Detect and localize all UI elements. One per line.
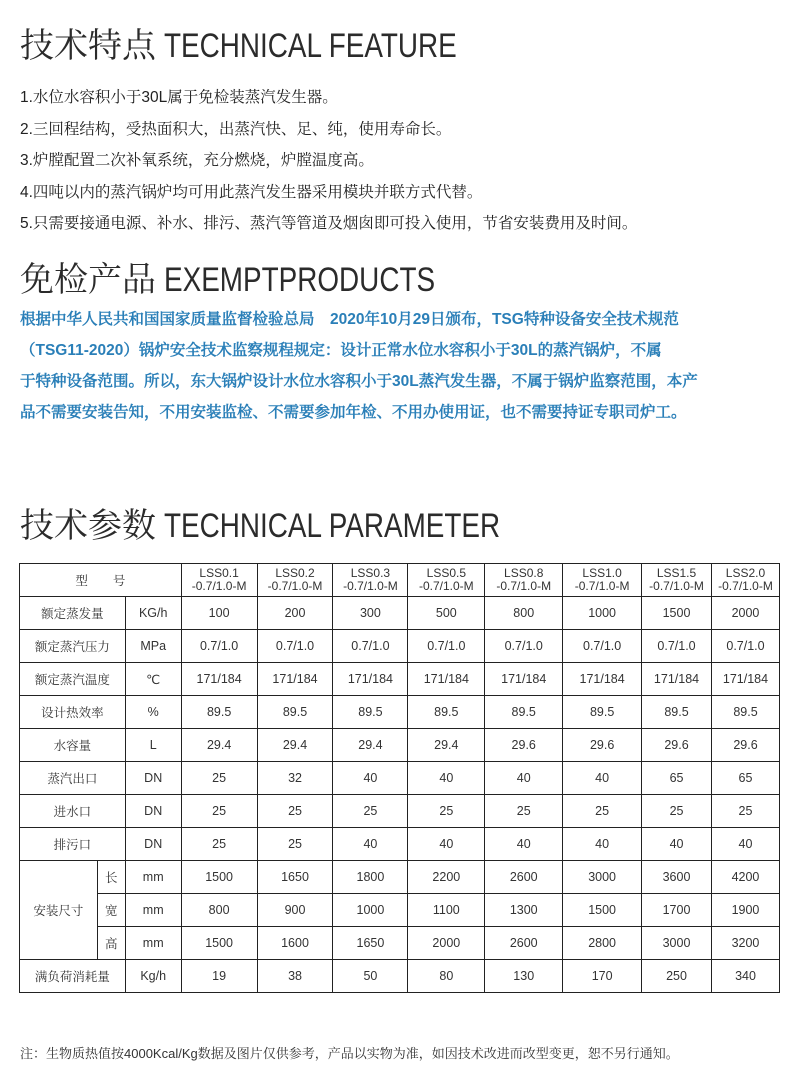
param-value: 29.6 bbox=[642, 729, 712, 762]
param-value: 0.7/1.0 bbox=[408, 630, 485, 663]
param-unit: DN bbox=[125, 795, 181, 828]
table-row bbox=[20, 597, 780, 630]
param-value: 29.4 bbox=[257, 729, 333, 762]
param-value: 29.4 bbox=[181, 729, 257, 762]
table-row bbox=[20, 729, 780, 762]
param-value: 0.7/1.0 bbox=[485, 630, 563, 663]
param-value: 38 bbox=[257, 960, 333, 993]
param-value: 1000 bbox=[333, 894, 408, 927]
param-value: 300 bbox=[333, 597, 408, 630]
param-value: 89.5 bbox=[181, 696, 257, 729]
param-unit: mm bbox=[125, 894, 181, 927]
param-value: 2200 bbox=[408, 861, 485, 894]
feature-item: 5.只需要接通电源、补水、排污、蒸汽等管道及烟囱即可投入使用，节省安装费用及时间。 bbox=[20, 215, 638, 232]
param-value: 1600 bbox=[257, 927, 333, 960]
param-value: 1500 bbox=[642, 597, 712, 630]
param-name: 满负荷消耗量 bbox=[20, 960, 126, 993]
model-suffix: -0.7/1.0-M bbox=[343, 579, 398, 593]
param-value: 2600 bbox=[485, 927, 563, 960]
param-value: 0.7/1.0 bbox=[333, 630, 408, 663]
param-unit: mm bbox=[125, 927, 181, 960]
param-value: 25 bbox=[563, 795, 642, 828]
model-name: LSS0.8 bbox=[504, 566, 544, 580]
dimension-label: 宽 bbox=[97, 894, 125, 927]
param-value: 1800 bbox=[333, 861, 408, 894]
table-row bbox=[20, 795, 780, 828]
param-value: 2800 bbox=[563, 927, 642, 960]
table-row bbox=[20, 960, 780, 993]
heading-cn: 技术特点 bbox=[20, 27, 156, 65]
param-value: 1700 bbox=[642, 894, 712, 927]
exempt-line: （TSG11-2020）锅炉安全技术监察规程规定：设计正常水位水容积小于30L的蒸汽锅炉，不属 bbox=[20, 342, 662, 359]
param-value: 89.5 bbox=[257, 696, 333, 729]
param-value: 4200 bbox=[711, 861, 779, 894]
param-value: 29.6 bbox=[485, 729, 563, 762]
feature-item: 2.三回程结构，受热面积大，出蒸汽快、足、纯，使用寿命长。 bbox=[20, 120, 452, 138]
feature-item: 1.水位水容积小于30L属于免检装蒸汽发生器。 bbox=[20, 89, 338, 106]
param-value: 1100 bbox=[408, 894, 485, 927]
model-suffix: -0.7/1.0-M bbox=[574, 579, 630, 593]
param-value: 40 bbox=[333, 828, 408, 861]
param-value: 89.5 bbox=[408, 696, 485, 729]
param-value: 0.7/1.0 bbox=[257, 630, 333, 663]
param-value: 25 bbox=[257, 795, 333, 828]
param-value: 171/184 bbox=[485, 663, 563, 696]
param-name: 蒸汽出口 bbox=[20, 762, 126, 795]
param-value: 1650 bbox=[257, 861, 333, 894]
param-name: 排污口 bbox=[20, 828, 126, 861]
param-value: 0.7/1.0 bbox=[642, 630, 712, 663]
model-name: LSS2.0 bbox=[725, 566, 766, 580]
param-value: 29.4 bbox=[333, 729, 408, 762]
param-value: 0.7/1.0 bbox=[181, 630, 257, 663]
table-row bbox=[20, 762, 780, 795]
model-header bbox=[563, 564, 642, 597]
param-value: 171/184 bbox=[408, 663, 485, 696]
param-value: 25 bbox=[333, 795, 408, 828]
param-value: 25 bbox=[711, 795, 779, 828]
param-value: 0.7/1.0 bbox=[563, 630, 642, 663]
param-value: 25 bbox=[257, 828, 333, 861]
param-value: 3200 bbox=[711, 927, 779, 960]
param-value: 3000 bbox=[563, 861, 642, 894]
param-value: 800 bbox=[181, 894, 257, 927]
param-value: 1300 bbox=[485, 894, 563, 927]
param-value: 800 bbox=[485, 597, 563, 630]
model-suffix: -0.7/1.0-M bbox=[191, 579, 247, 593]
heading-en: TECHNICAL PARAMETER bbox=[164, 507, 501, 545]
model-header bbox=[408, 564, 485, 597]
param-value: 1900 bbox=[711, 894, 779, 927]
model-suffix: -0.7/1.0-M bbox=[718, 579, 773, 593]
install-size-label: 安装尺寸 bbox=[20, 861, 98, 960]
feature-item: 3.炉膛配置二次补氧系统，充分燃烧，炉膛温度高。 bbox=[20, 152, 374, 169]
dimension-label: 长 bbox=[97, 861, 125, 894]
exempt-heading bbox=[20, 252, 495, 301]
param-value: 40 bbox=[642, 828, 712, 861]
table-row bbox=[20, 927, 780, 960]
param-value: 80 bbox=[408, 960, 485, 993]
param-unit: KG/h bbox=[125, 597, 181, 630]
param-unit: DN bbox=[125, 828, 181, 861]
model-name: LSS0.2 bbox=[275, 566, 315, 580]
param-name: 额定蒸发量 bbox=[20, 597, 126, 630]
param-value: 89.5 bbox=[642, 696, 712, 729]
table-header-row bbox=[20, 564, 780, 597]
param-value: 1000 bbox=[563, 597, 642, 630]
param-value: 40 bbox=[333, 762, 408, 795]
param-value: 2000 bbox=[711, 597, 779, 630]
model-name: LSS1.5 bbox=[656, 566, 697, 580]
model-header bbox=[485, 564, 563, 597]
heading-en: EXEMPTPRODUCTS bbox=[164, 261, 436, 299]
model-name: LSS0.1 bbox=[199, 566, 239, 580]
param-value: 1650 bbox=[333, 927, 408, 960]
parameter-table bbox=[19, 563, 780, 993]
param-value: 171/184 bbox=[257, 663, 333, 696]
table-row bbox=[20, 828, 780, 861]
footnote: 注：生物质热值按4000Kcal/Kg数据及图片仅供参考，产品以实物为准，如因技术改进而改型变更，恕不另行通知。 bbox=[20, 1046, 679, 1061]
param-unit: DN bbox=[125, 762, 181, 795]
param-value: 500 bbox=[408, 597, 485, 630]
param-value: 100 bbox=[181, 597, 257, 630]
param-value: 40 bbox=[485, 762, 563, 795]
param-value: 25 bbox=[485, 795, 563, 828]
model-suffix: -0.7/1.0-M bbox=[496, 579, 552, 593]
param-value: 29.4 bbox=[408, 729, 485, 762]
param-value: 1500 bbox=[181, 927, 257, 960]
param-value: 65 bbox=[711, 762, 779, 795]
param-value: 1500 bbox=[181, 861, 257, 894]
param-value: 171/184 bbox=[181, 663, 257, 696]
param-value: 2600 bbox=[485, 861, 563, 894]
param-unit: mm bbox=[125, 861, 181, 894]
param-value: 89.5 bbox=[485, 696, 563, 729]
feature-item: 4.四吨以内的蒸汽锅炉均可用此蒸汽发生器采用模块并联方式代替。 bbox=[20, 183, 483, 201]
table-row bbox=[20, 663, 780, 696]
param-value: 19 bbox=[181, 960, 257, 993]
heading-en: TECHNICAL FEATURE bbox=[164, 27, 457, 65]
model-header bbox=[181, 564, 257, 597]
param-value: 3600 bbox=[642, 861, 712, 894]
exempt-paragraph bbox=[20, 304, 790, 428]
param-value: 900 bbox=[257, 894, 333, 927]
model-name: LSS0.5 bbox=[426, 566, 467, 580]
param-value: 29.6 bbox=[711, 729, 779, 762]
param-value: 40 bbox=[408, 828, 485, 861]
param-value: 171/184 bbox=[333, 663, 408, 696]
table-row bbox=[20, 630, 780, 663]
param-value: 130 bbox=[485, 960, 563, 993]
exempt-line: 根据中华人民共和国国家质量监督检验总局 2020年10月29日颁布，TSG特种设备安全技术规范 bbox=[20, 311, 679, 328]
param-value: 89.5 bbox=[333, 696, 408, 729]
model-label: 型 号 bbox=[20, 564, 182, 597]
param-value: 40 bbox=[711, 828, 779, 861]
param-value: 171/184 bbox=[711, 663, 779, 696]
param-unit: L bbox=[125, 729, 181, 762]
param-value: 89.5 bbox=[711, 696, 779, 729]
table-row bbox=[20, 894, 780, 927]
features-heading bbox=[20, 18, 521, 67]
exempt-line: 品不需要安装告知，不用安装监检、不需要参加年检、不用办使用证，也不需要持证专职司炉工。 bbox=[20, 404, 687, 421]
param-value: 25 bbox=[181, 828, 257, 861]
param-value: 250 bbox=[642, 960, 712, 993]
param-name: 设计热效率 bbox=[20, 696, 126, 729]
param-value: 25 bbox=[408, 795, 485, 828]
model-header bbox=[333, 564, 408, 597]
param-name: 水容量 bbox=[20, 729, 126, 762]
params-heading bbox=[20, 498, 574, 547]
param-value: 2000 bbox=[408, 927, 485, 960]
param-value: 40 bbox=[485, 828, 563, 861]
model-header bbox=[257, 564, 333, 597]
param-value: 29.6 bbox=[563, 729, 642, 762]
exempt-line: 于特种设备范围。所以，东大锅炉设计水位水容积小于30L蒸汽发生器，不属于锅炉监察范围，本产 bbox=[20, 373, 698, 390]
param-value: 171/184 bbox=[563, 663, 642, 696]
table-row bbox=[20, 696, 780, 729]
param-value: 40 bbox=[408, 762, 485, 795]
model-name: LSS0.3 bbox=[350, 566, 391, 580]
param-value: 25 bbox=[181, 795, 257, 828]
param-name: 进水口 bbox=[20, 795, 126, 828]
param-value: 40 bbox=[563, 828, 642, 861]
param-value: 0.7/1.0 bbox=[711, 630, 779, 663]
param-value: 50 bbox=[333, 960, 408, 993]
param-unit: % bbox=[125, 696, 181, 729]
param-value: 32 bbox=[257, 762, 333, 795]
param-value: 40 bbox=[563, 762, 642, 795]
model-header bbox=[642, 564, 712, 597]
heading-cn: 免检产品 bbox=[20, 261, 156, 299]
model-suffix: -0.7/1.0-M bbox=[649, 579, 704, 593]
param-value: 1500 bbox=[563, 894, 642, 927]
param-value: 170 bbox=[563, 960, 642, 993]
param-name: 额定蒸汽温度 bbox=[20, 663, 126, 696]
param-name: 额定蒸汽压力 bbox=[20, 630, 126, 663]
param-value: 200 bbox=[257, 597, 333, 630]
param-value: 3000 bbox=[642, 927, 712, 960]
param-value: 65 bbox=[642, 762, 712, 795]
dimension-label: 高 bbox=[97, 927, 125, 960]
param-unit: Kg/h bbox=[125, 960, 181, 993]
model-name: LSS1.0 bbox=[582, 566, 622, 580]
feature-list bbox=[20, 82, 637, 240]
param-value: 25 bbox=[181, 762, 257, 795]
heading-cn: 技术参数 bbox=[20, 507, 156, 545]
table-row bbox=[20, 861, 780, 894]
param-value: 25 bbox=[642, 795, 712, 828]
param-unit: ℃ bbox=[125, 663, 181, 696]
model-header bbox=[711, 564, 779, 597]
param-unit: MPa bbox=[125, 630, 181, 663]
param-value: 340 bbox=[711, 960, 779, 993]
param-value: 171/184 bbox=[642, 663, 712, 696]
model-suffix: -0.7/1.0-M bbox=[418, 579, 474, 593]
param-value: 89.5 bbox=[563, 696, 642, 729]
model-suffix: -0.7/1.0-M bbox=[267, 579, 323, 593]
